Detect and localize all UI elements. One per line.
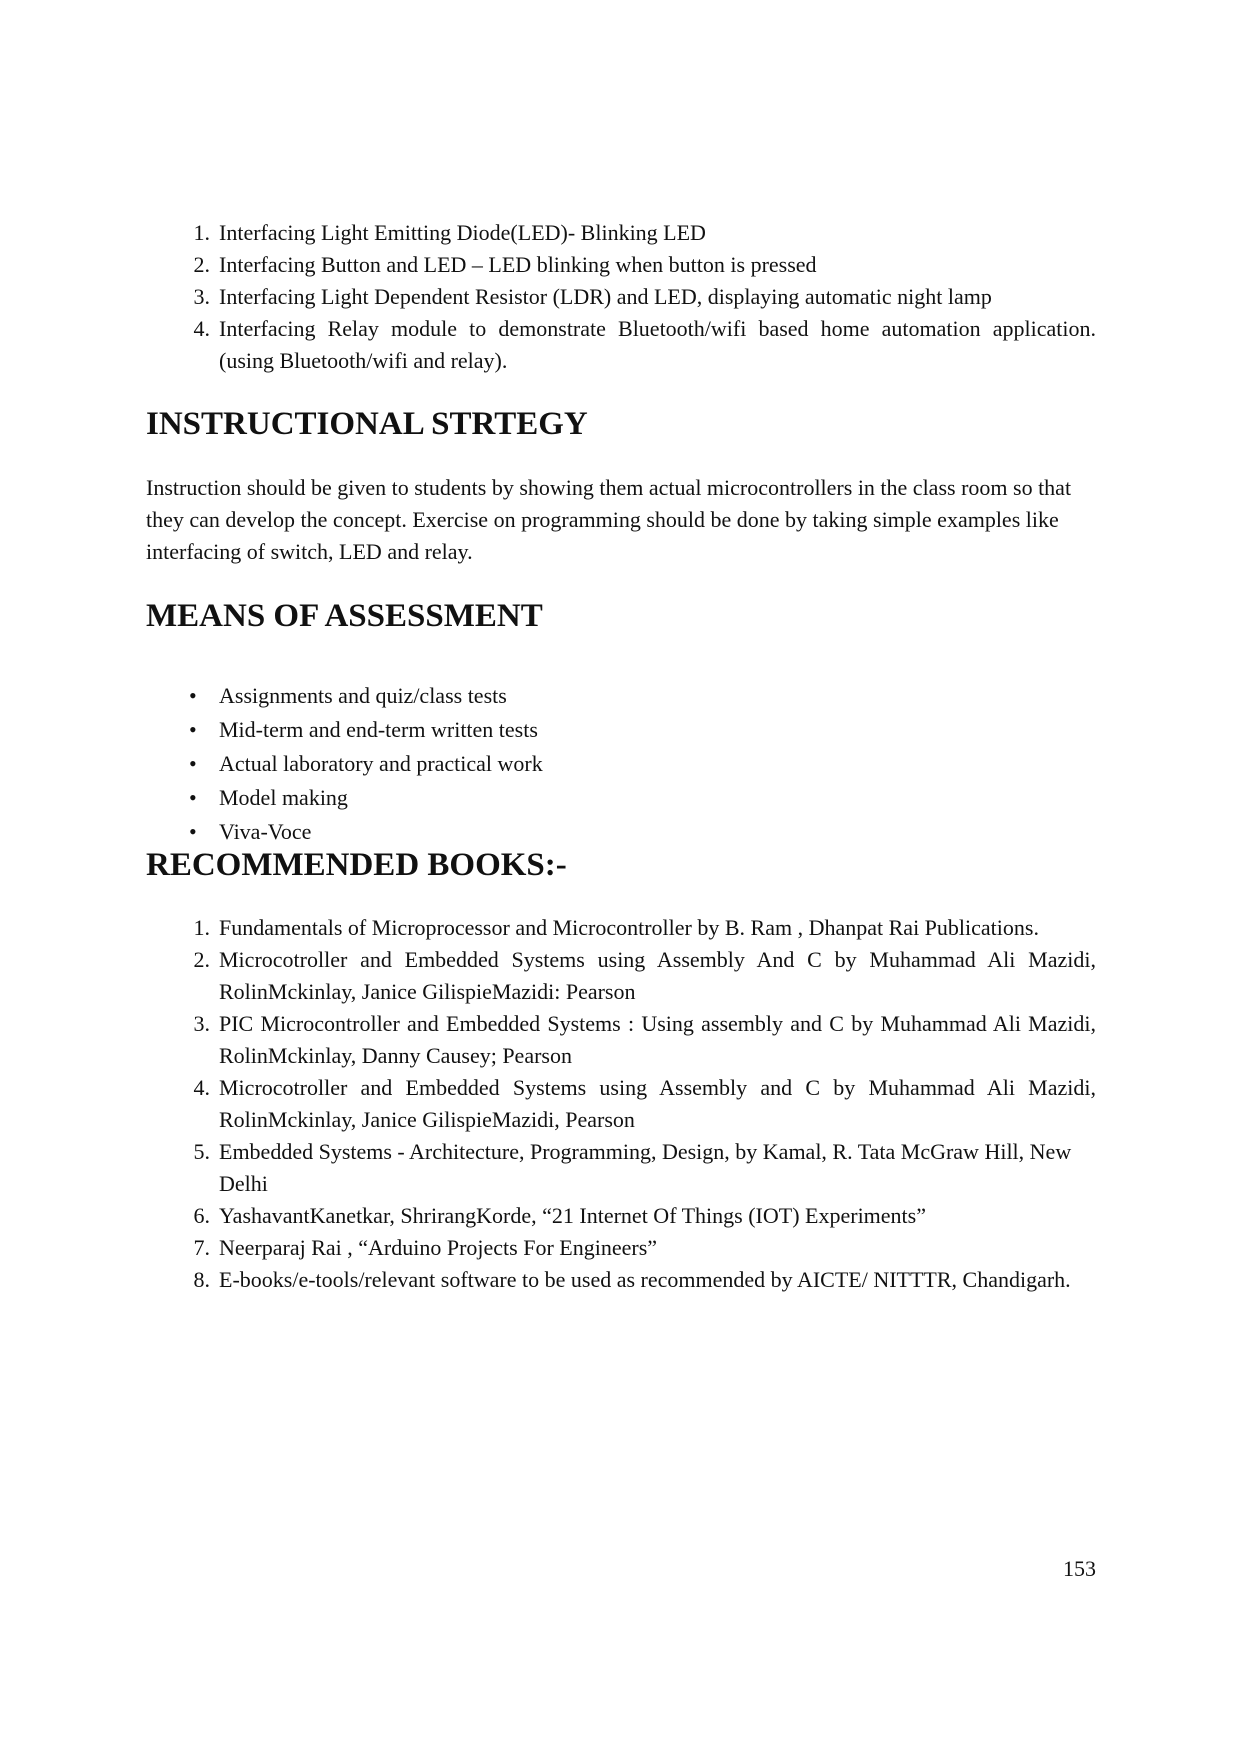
assessment-item: [146, 747, 1096, 781]
strategy-heading: INSTRUCTIONAL STRTEGY: [146, 406, 588, 442]
assessment-item: [146, 713, 1096, 747]
practical-item-number: 2.: [193, 252, 210, 277]
book-item-number: 2.: [193, 947, 210, 972]
practical-item-number: 3.: [193, 284, 210, 309]
practical-list: [146, 217, 1096, 377]
book-item-number: 8.: [193, 1267, 210, 1292]
book-item: [146, 944, 1096, 1008]
book-item-text: E-books/e-tools/relevant software to be used as recommended by AICTE/ NITTTR, Chandigarh.: [219, 1267, 1071, 1292]
book-item-number: 7.: [193, 1235, 210, 1260]
page-content: [146, 217, 1096, 1296]
assessment-item-text: Mid-term and end-term written tests: [219, 717, 538, 742]
book-item-text: YashavantKanetkar, ShrirangKorde, “21 Internet Of Things (IOT) Experiments”: [219, 1203, 926, 1228]
assessment-item-text: Model making: [219, 785, 348, 810]
bullet-icon: •: [189, 717, 197, 742]
assessment-heading: MEANS OF ASSESSMENT: [146, 598, 543, 634]
assessment-item: [146, 679, 1096, 713]
books-heading: RECOMMENDED BOOKS:-: [146, 847, 567, 883]
practical-item-text: Interfacing Button and LED – LED blinking when button is pressed: [219, 252, 817, 277]
book-item-text: Neerparaj Rai , “Arduino Projects For Engineers”: [219, 1235, 658, 1260]
practical-item-text: Interfacing Relay module to demonstrate Bluetooth/wifi based home automation application. (using Bluetooth/wifi and relay).: [219, 316, 1096, 373]
practical-item: [146, 249, 1096, 281]
assessment-item: [146, 815, 1096, 849]
assessment-item-text: Actual laboratory and practical work: [219, 751, 543, 776]
assessment-item-text: Assignments and quiz/class tests: [219, 683, 507, 708]
practical-item-number: 1.: [193, 220, 210, 245]
book-item-number: 4.: [193, 1075, 210, 1100]
book-item: [146, 1072, 1096, 1136]
book-item-text: Microcotroller and Embedded Systems using Assembly And C by Muhammad Ali Mazidi, RolinMckinlay, Janice GilispieMazidi: Pearson: [219, 947, 1096, 1004]
book-item-number: 1.: [193, 915, 210, 940]
assessment-item: [146, 781, 1096, 815]
bullet-icon: •: [189, 683, 197, 708]
book-item-number: 5.: [193, 1139, 210, 1164]
book-item-text: PIC Microcontroller and Embedded Systems : Using assembly and C by Muhammad Ali Mazidi, RolinMckinlay, Danny Causey; Pearson: [219, 1011, 1096, 1068]
page-number: 153: [1063, 1556, 1096, 1581]
assessment-item-text: Viva-Voce: [219, 819, 312, 844]
assessment-list: [146, 679, 1096, 849]
practical-item-number: 4.: [193, 316, 210, 341]
bullet-icon: •: [189, 819, 197, 844]
book-item-number: 3.: [193, 1011, 210, 1036]
practical-item-text: Interfacing Light Dependent Resistor (LDR) and LED, displaying automatic night lamp: [219, 284, 992, 309]
book-item: [146, 1008, 1096, 1072]
practical-item: [146, 281, 1096, 313]
book-item: [146, 912, 1096, 944]
book-list: [146, 912, 1096, 1296]
book-item-text: Microcotroller and Embedded Systems using Assembly and C by Muhammad Ali Mazidi, RolinMckinlay, Janice GilispieMazidi, Pearson: [219, 1075, 1096, 1132]
practical-item: [146, 313, 1096, 377]
book-item-text: Embedded Systems - Architecture, Programming, Design, by Kamal, R. Tata McGraw Hill, New Delhi: [219, 1139, 1072, 1196]
book-item: [146, 1232, 1096, 1264]
book-item-number: 6.: [193, 1203, 210, 1228]
book-item: [146, 1200, 1096, 1232]
bullet-icon: •: [189, 785, 197, 810]
strategy-paragraph: Instruction should be given to students by showing them actual microcontrollers in the class room so that they can develop the concept. Exercise on programming should be done by taking simple examples like interfacing of switch, LED and relay.: [146, 475, 1072, 564]
practical-item-text: Interfacing Light Emitting Diode(LED)- Blinking LED: [219, 220, 706, 245]
book-item-text: Fundamentals of Microprocessor and Microcontroller by B. Ram , Dhanpat Rai Publications.: [219, 915, 1039, 940]
practical-item: [146, 217, 1096, 249]
bullet-icon: •: [189, 751, 197, 776]
book-item: [146, 1264, 1096, 1296]
book-item: [146, 1136, 1096, 1200]
